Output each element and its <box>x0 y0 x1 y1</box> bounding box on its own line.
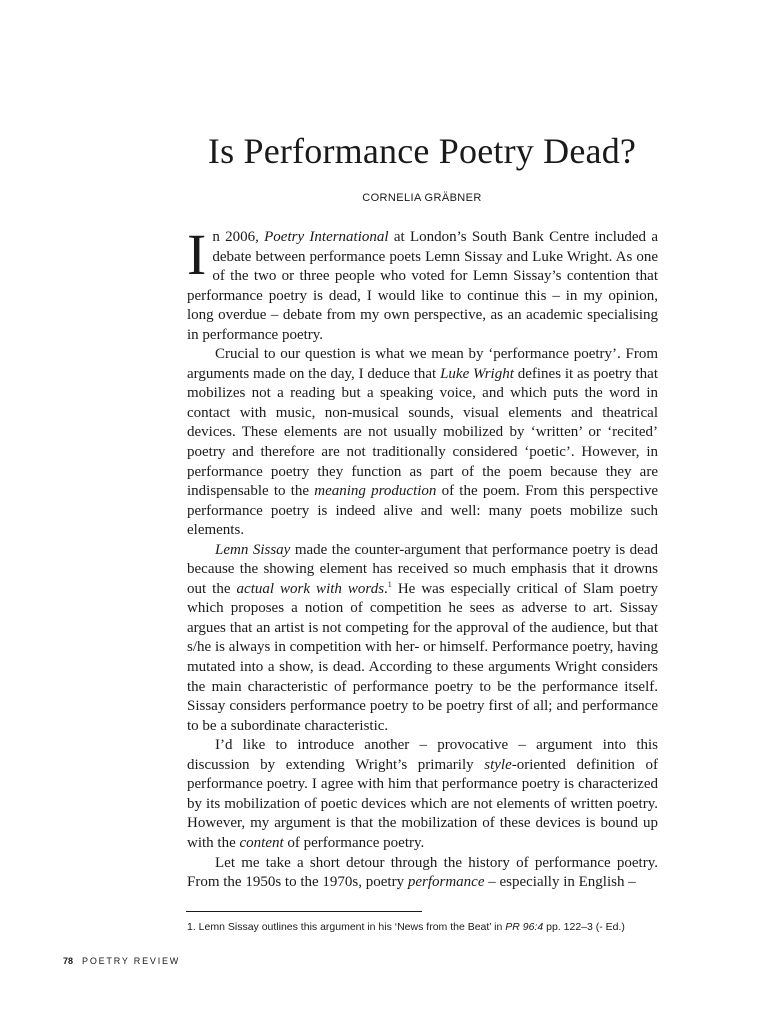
p5-text-1: Let me take a short detour through the history of performance poetry. From the 1950s to the 1970s, poetry <box>187 854 658 891</box>
footnote-italic-1: PR 96:4 <box>505 921 544 933</box>
drop-cap: I <box>187 222 207 287</box>
p2-italic-2: meaning production <box>314 483 437 500</box>
page-footer <box>63 956 180 966</box>
p5-italic-1: performance <box>407 874 485 891</box>
p2-text-2: defines it as poetry that mobilizes not a reading but a speaking voice, and which puts the word in contact with music, non-musical sounds, visual elements and theatrical devices. These elements are not usually mobilized by ‘written’ or ‘recited’ poetry and therefore are not traditionally considered ‘poetic’. However, in performance poetry they function as part of the poem because they are indispensable to the <box>187 365 658 500</box>
p3-italic-1: Lemn Sissay <box>215 541 291 558</box>
p1-italic-1: Poetry International <box>264 229 389 245</box>
p2-text-1: Crucial to our question is what we mean by ‘performance poetry’. From arguments made on the day, I deduce that <box>187 346 658 382</box>
p4-text-3: of performance poetry. <box>283 834 425 851</box>
p5-text-2: – especially in English – <box>484 874 636 891</box>
page-number: 78 <box>63 956 74 966</box>
paragraph-4 <box>187 736 658 853</box>
paragraph-3 <box>187 541 658 736</box>
footnote-text-2: pp. 122–3 (- Ed.) <box>543 921 625 933</box>
p4-italic-2: content <box>239 834 284 851</box>
paragraph-1 <box>187 222 658 345</box>
paragraph-5 <box>187 854 658 893</box>
footnote-ref-1[interactable]: 1 <box>387 579 392 589</box>
p4-text-1: I’d like to introduce another – provocative – argument into this discussion by extending Wright’s primarily <box>187 737 658 773</box>
p4-text-2: -oriented definition of performance poetry. I agree with him that performance poetry is characterized by its mobilization of poetic devices which are not elements of written poetry. However, my argument is that the mobilization of these devices is bound up with the <box>187 756 658 851</box>
p1-text-2: at London’s South Bank Centre included a debate between performance poets Lemn Sissay and Luke Wright. As one of the two or three people who voted for Lemn Sissay’s contention that performance poetry is dead, I would like to continue this – in my opinion, long overdue – debate from my own perspective, as an academic specialising in performance poetry. <box>187 229 658 343</box>
p4-italic-1: style <box>484 756 512 773</box>
p2-italic-1: Luke Wright <box>440 365 514 382</box>
p3-text-2: . <box>384 580 388 597</box>
paragraph-2 <box>187 345 658 540</box>
footnote-text-1: 1. Lemn Sissay outlines this argument in his ‘News from the Beat’ in <box>187 921 506 933</box>
article-body <box>187 222 658 893</box>
p1-text-1: n 2006, <box>212 229 265 245</box>
p3-text-1: made the counter-argument that performance poetry is dead because the showing element has received so much emphasis that it drowns out the <box>187 541 658 597</box>
journal-name: POETRY REVIEW <box>82 956 181 966</box>
p2-text-3: of the poem. From this perspective performance poetry is indeed alive and well: many poets mobilize such elements. <box>187 483 658 539</box>
footnote-divider <box>186 911 422 912</box>
article-title: Is Performance Poetry Dead? <box>207 131 637 171</box>
article-author: CORNELIA GRÄBNER <box>362 192 482 204</box>
p3-text-3: He was especially critical of Slam poetry which proposes a notion of competition he sees as adverse to art. Sissay argues that an artist is not competing for the approval of the audience, but that s/he is always in competition with her- or himself. Performance poetry, having mutated into a show, is dead. According to these arguments Wright considers the main characteristic of performance poetry to be the performance itself. Sissay considers performance poetry to be poetry first of all; and performance to be a subordinate characteristic. <box>187 580 658 734</box>
p3-italic-2: actual work with words <box>236 580 385 597</box>
footnote-1 <box>187 920 667 934</box>
